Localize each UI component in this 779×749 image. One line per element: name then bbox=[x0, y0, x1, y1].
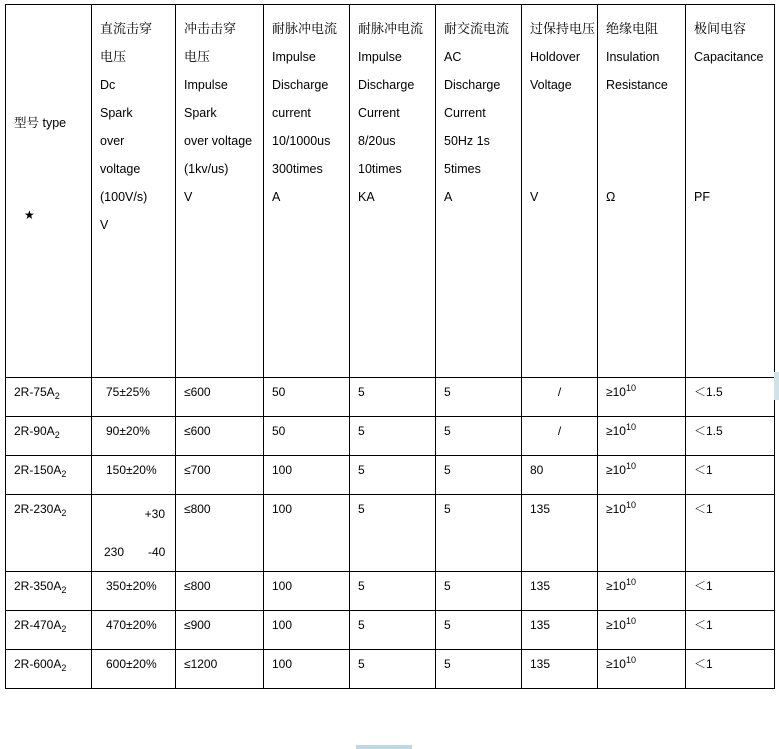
cell-dc-spark-over: 75±25% bbox=[92, 378, 176, 417]
header-line: 过保持电压 bbox=[530, 21, 596, 36]
header-line: Discharge bbox=[272, 78, 329, 92]
header-line: over voltage bbox=[184, 134, 253, 148]
cell-capacitance: ＜1 bbox=[686, 650, 775, 689]
header-line: KA bbox=[358, 190, 375, 204]
cell-impulse-spark-over: ≤800 bbox=[176, 572, 264, 611]
specification-table bbox=[5, 4, 775, 689]
header-line: 电压 bbox=[100, 49, 127, 64]
table-row bbox=[6, 417, 775, 456]
cell-holdover-voltage: / bbox=[522, 378, 598, 417]
cell-type bbox=[6, 611, 92, 650]
cell-impulse-discharge-current-ka: 5 bbox=[350, 495, 436, 572]
header-line: PF bbox=[694, 190, 710, 204]
cell-holdover-voltage: 80 bbox=[522, 456, 598, 495]
cell-type bbox=[6, 495, 92, 572]
header-line: 电压 bbox=[184, 49, 211, 64]
cell-impulse-spark-over: ≤600 bbox=[176, 417, 264, 456]
header-cell-holdover-voltage bbox=[522, 5, 598, 378]
header-type-label: 型号 type bbox=[14, 116, 67, 130]
cell-insulation-resistance: $\ge 10^{10}$ bbox=[598, 611, 686, 650]
cell-dc-spark-over: 90±20% bbox=[92, 417, 176, 456]
cell-impulse-spark-over: ≤800 bbox=[176, 495, 264, 572]
cell-capacitance: ＜1.5 bbox=[686, 417, 775, 456]
cell-holdover-voltage: 135 bbox=[522, 572, 598, 611]
dc-range-plus: +30 bbox=[144, 507, 165, 521]
header-line: 5times bbox=[444, 162, 481, 176]
type-text: 2R-90A bbox=[14, 424, 55, 438]
header-line: 耐脉冲电流 bbox=[272, 21, 338, 36]
cell-impulse-discharge-current-ka: 5 bbox=[350, 611, 436, 650]
type-subscript: 2 bbox=[61, 508, 67, 518]
header-line: 8/20us bbox=[358, 134, 396, 148]
cell-capacitance: ＜1 bbox=[686, 572, 775, 611]
header-line: V bbox=[530, 190, 539, 204]
table-row bbox=[6, 378, 775, 417]
dc-range-base: 230 bbox=[104, 545, 125, 559]
header-line: 耐交流电流 bbox=[444, 21, 510, 36]
header-cell-ac-discharge-current bbox=[436, 5, 522, 378]
header-line: Ω bbox=[606, 190, 616, 204]
cell-impulse-discharge-current: 100 bbox=[264, 572, 350, 611]
type-subscript: 2 bbox=[61, 624, 67, 634]
cell-holdover-voltage: 135 bbox=[522, 650, 598, 689]
header-cell-impulse-discharge-current bbox=[264, 5, 350, 378]
header-line: Holdover bbox=[530, 50, 581, 64]
type-subscript: 2 bbox=[61, 585, 67, 595]
header-line: 冲击击穿 bbox=[184, 21, 237, 36]
header-line: Impulse bbox=[184, 78, 228, 92]
cell-impulse-spark-over: ≤700 bbox=[176, 456, 264, 495]
cell-capacitance: ＜1.5 bbox=[686, 378, 775, 417]
type-subscript: 2 bbox=[54, 391, 60, 401]
header-line: A bbox=[444, 190, 453, 204]
header-line: Spark bbox=[100, 106, 133, 120]
cell-dc-spark-over: 600±20% bbox=[92, 650, 176, 689]
header-line: Insulation bbox=[606, 50, 660, 64]
cell-impulse-discharge-current: 100 bbox=[264, 456, 350, 495]
cell-insulation-resistance: $\ge 10^{10}$ bbox=[598, 572, 686, 611]
type-subscript: 2 bbox=[54, 430, 60, 440]
cell-ac-discharge-current: 5 bbox=[436, 650, 522, 689]
cell-impulse-spark-over: ≤1200 bbox=[176, 650, 264, 689]
header-line: 绝缘电阻 bbox=[606, 21, 659, 36]
cell-ac-discharge-current: 5 bbox=[436, 495, 522, 572]
dc-range-minus: -40 bbox=[148, 545, 166, 559]
header-line: AC bbox=[444, 50, 462, 64]
cell-impulse-spark-over: ≤600 bbox=[176, 378, 264, 417]
header-line: 耐脉冲电流 bbox=[358, 21, 424, 36]
type-text: 2R-600A bbox=[14, 657, 62, 671]
header-line: Current bbox=[358, 106, 400, 120]
cell-impulse-discharge-current-ka: 5 bbox=[350, 650, 436, 689]
cell-dc-spark-over: 470±20% bbox=[92, 611, 176, 650]
header-line: Voltage bbox=[530, 78, 572, 92]
header-line: voltage bbox=[100, 162, 141, 176]
spec-sheet bbox=[0, 4, 779, 749]
cell-impulse-discharge-current-ka: 5 bbox=[350, 456, 436, 495]
cell-type bbox=[6, 572, 92, 611]
cell-ac-discharge-current: 5 bbox=[436, 417, 522, 456]
cell-impulse-discharge-current: 100 bbox=[264, 495, 350, 572]
cell-holdover-voltage: / bbox=[522, 417, 598, 456]
cell-type bbox=[6, 456, 92, 495]
cell-insulation-resistance: $\ge 10^{10}$ bbox=[598, 650, 686, 689]
type-subscript: 2 bbox=[61, 663, 67, 673]
header-cell-impulse-spark-over bbox=[176, 5, 264, 378]
type-text: 2R-350A bbox=[14, 579, 62, 593]
header-line: 10times bbox=[358, 162, 402, 176]
cell-impulse-discharge-current: 100 bbox=[264, 650, 350, 689]
header-line: 直流击穿 bbox=[100, 21, 153, 36]
cell-ac-discharge-current: 5 bbox=[436, 456, 522, 495]
header-line: Spark bbox=[184, 106, 217, 120]
cell-capacitance: ＜1 bbox=[686, 611, 775, 650]
header-line: 50Hz 1s bbox=[444, 134, 490, 148]
cell-impulse-spark-over: ≤900 bbox=[176, 611, 264, 650]
table-row bbox=[6, 495, 775, 572]
cell-impulse-discharge-current-ka: 5 bbox=[350, 417, 436, 456]
cell-ac-discharge-current: 5 bbox=[436, 572, 522, 611]
cell-ac-discharge-current: 5 bbox=[436, 378, 522, 417]
header-line: current bbox=[272, 106, 311, 120]
header-line: Discharge bbox=[358, 78, 415, 92]
header-line: Discharge bbox=[444, 78, 501, 92]
header-line: Impulse bbox=[358, 50, 402, 64]
scan-artifact-right bbox=[774, 372, 779, 400]
cell-insulation-resistance: $\ge 10^{10}$ bbox=[598, 417, 686, 456]
header-line: Capacitance bbox=[694, 50, 764, 64]
type-text: 2R-230A bbox=[14, 502, 62, 516]
cell-impulse-discharge-current: 50 bbox=[264, 417, 350, 456]
cell-insulation-resistance: $\ge 10^{10}$ bbox=[598, 495, 686, 572]
header-line: Current bbox=[444, 106, 486, 120]
cell-dc-spark-over: 150±20% bbox=[92, 456, 176, 495]
table-row bbox=[6, 650, 775, 689]
header-cell-dc-spark-over bbox=[92, 5, 176, 378]
header-cell-insulation-resistance bbox=[598, 5, 686, 378]
table-header-row bbox=[6, 5, 775, 378]
header-line: Dc bbox=[100, 78, 116, 92]
cell-type bbox=[6, 417, 92, 456]
type-text: 2R-150A bbox=[14, 463, 62, 477]
cell-capacitance: ＜1 bbox=[686, 495, 775, 572]
type-text: 2R-470A bbox=[14, 618, 62, 632]
cell-impulse-discharge-current: 50 bbox=[264, 378, 350, 417]
header-line: Resistance bbox=[606, 78, 668, 92]
cell-impulse-discharge-current: 100 bbox=[264, 611, 350, 650]
header-cell-type bbox=[6, 5, 92, 378]
scan-artifact-bottom bbox=[356, 745, 412, 749]
cell-capacitance: ＜1 bbox=[686, 456, 775, 495]
header-type-star: ★ bbox=[24, 208, 35, 222]
header-cell-capacitance bbox=[686, 5, 775, 378]
cell-dc-spark-over bbox=[92, 495, 176, 572]
cell-holdover-voltage: 135 bbox=[522, 611, 598, 650]
header-line: A bbox=[272, 190, 281, 204]
cell-dc-spark-over: 350±20% bbox=[92, 572, 176, 611]
cell-insulation-resistance: $\ge 10^{10}$ bbox=[598, 456, 686, 495]
cell-insulation-resistance: $\ge 10^{10}$ bbox=[598, 378, 686, 417]
cell-holdover-voltage: 135 bbox=[522, 495, 598, 572]
table-row bbox=[6, 611, 775, 650]
header-line: 10/1000us bbox=[272, 134, 331, 148]
cell-type bbox=[6, 378, 92, 417]
table-row bbox=[6, 572, 775, 611]
header-line: V bbox=[184, 190, 193, 204]
cell-type bbox=[6, 650, 92, 689]
type-subscript: 2 bbox=[61, 469, 67, 479]
table-row bbox=[6, 456, 775, 495]
cell-ac-discharge-current: 5 bbox=[436, 611, 522, 650]
cell-impulse-discharge-current-ka: 5 bbox=[350, 378, 436, 417]
cell-impulse-discharge-current-ka: 5 bbox=[350, 572, 436, 611]
header-cell-impulse-discharge-current-ka bbox=[350, 5, 436, 378]
header-line: Impulse bbox=[272, 50, 316, 64]
header-line: 极间电容 bbox=[694, 21, 747, 36]
header-line: 300times bbox=[272, 162, 323, 176]
header-line: V bbox=[100, 218, 109, 232]
header-line: (1kv/us) bbox=[184, 162, 229, 176]
header-line: over bbox=[100, 134, 125, 148]
header-line: (100V/s) bbox=[100, 190, 148, 204]
type-text: 2R-75A bbox=[14, 385, 55, 399]
